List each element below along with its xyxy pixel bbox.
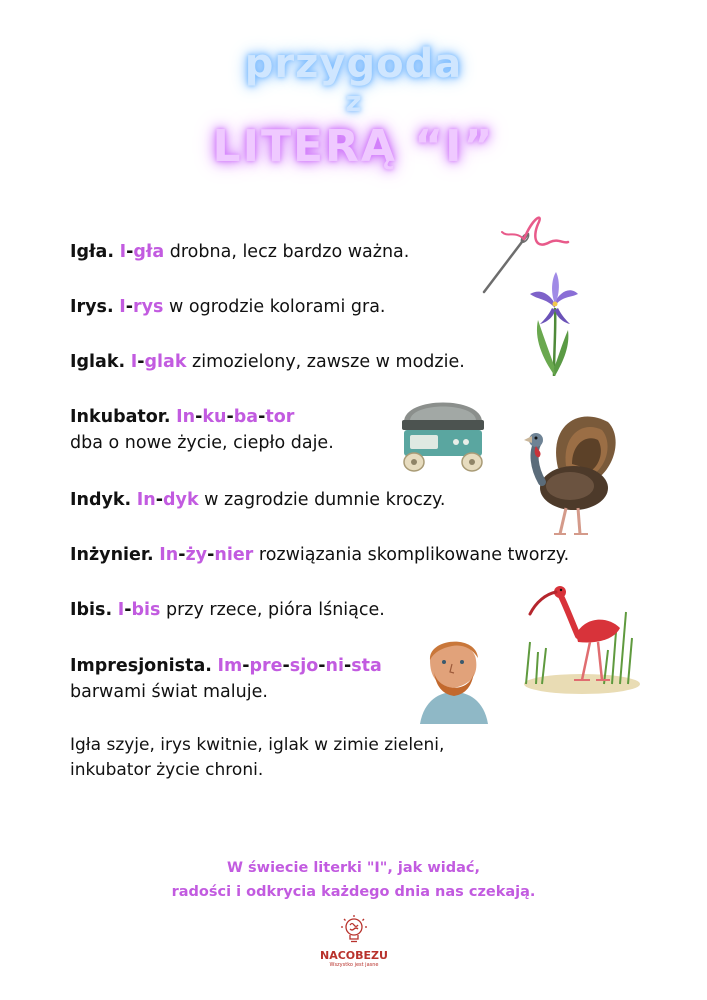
syllable: nier: [214, 545, 254, 565]
lightbulb-brain-logo-icon: [340, 914, 368, 944]
title-line-3: LITERĄ “I”: [212, 121, 495, 172]
syllable: I: [117, 600, 125, 620]
verse-word: Inkubator.: [70, 407, 171, 427]
syllable-dash: -: [155, 490, 164, 510]
verse-word: Irys.: [70, 297, 114, 317]
syllable-dash: -: [137, 352, 145, 372]
verse-word: Ibis.: [70, 600, 113, 620]
verse-rest: w ogrodzie kolorami gra.: [163, 297, 386, 317]
syllable: I: [130, 352, 138, 372]
syllable: tor: [265, 407, 295, 427]
verse-line: [70, 294, 385, 320]
incubator-icon: [398, 388, 488, 474]
syllable: I: [119, 242, 127, 262]
logo-name: NACOBEZU: [320, 949, 388, 962]
syllable: ży: [185, 545, 208, 565]
syllable: In: [176, 407, 196, 427]
verse-line: [70, 597, 385, 623]
syllable: dyk: [163, 490, 199, 510]
verse: [70, 404, 334, 456]
closing-line-2: inkubator życie chroni.: [70, 760, 264, 780]
syllable: ku: [202, 407, 227, 427]
verse-rest: drobna, lecz bardzo ważna.: [164, 242, 410, 262]
painter-portrait-icon: [416, 630, 492, 726]
syllable-dash: -: [343, 656, 352, 676]
verse: [70, 487, 445, 513]
iris-flower-icon: [524, 268, 584, 378]
closing-text: [70, 733, 444, 783]
syllable-dash: -: [207, 545, 215, 565]
syllable: ba: [233, 407, 259, 427]
verse-word: Igła.: [70, 242, 114, 262]
verse-line: [70, 404, 334, 430]
syllable: ni: [325, 656, 344, 676]
verse-rest: zimozielony, zawsze w modzie.: [186, 352, 465, 372]
syllable-dash: -: [178, 545, 186, 565]
brand-logo: [318, 914, 390, 968]
syllable: sta: [351, 656, 382, 676]
verse: [70, 349, 465, 375]
syllable: glak: [144, 352, 187, 372]
syllable-dash: -: [242, 656, 250, 676]
footer-line-1: W świecie literki "I", jak widać,: [227, 860, 480, 876]
verse-line: [70, 653, 382, 679]
syllable-dash: -: [126, 242, 134, 262]
syllable: pre: [249, 656, 283, 676]
syllable: rys: [132, 297, 164, 317]
closing-line-1: Igła szyje, irys kwitnie, iglak w zimie zieleni,: [70, 735, 445, 755]
verse-line-2: dba o nowe życie, ciepło daje.: [70, 433, 334, 453]
verse-rest: przy rzece, pióra lśniące.: [160, 600, 385, 620]
verse-rest: w zagrodzie dumnie kroczy.: [198, 490, 446, 510]
verse: [70, 239, 409, 265]
title-line-2: z: [345, 85, 362, 118]
turkey-icon: [518, 406, 618, 538]
logo-tagline: Wszystko jest jasne: [329, 962, 379, 968]
footer-line-2: radości i odkrycia każdego dnia nas czekają.: [171, 884, 536, 900]
verse-word: Impresjonista.: [70, 656, 212, 676]
syllable-dash: -: [282, 656, 290, 676]
verse: [70, 597, 385, 623]
verse: [70, 294, 385, 320]
verse-word: Indyk.: [70, 490, 132, 510]
syllable: gła: [133, 242, 165, 262]
verse-line: [70, 349, 465, 375]
syllable-dash: -: [195, 407, 203, 427]
footer-text: [0, 856, 707, 904]
verse-line-2: barwami świat maluje.: [70, 682, 268, 702]
syllable: In: [136, 490, 156, 510]
verse: [70, 653, 382, 705]
syllable-dash: -: [226, 407, 234, 427]
verse-word: Inżynier.: [70, 545, 154, 565]
verse-rest: rozwiązania skomplikowane tworzy.: [253, 545, 570, 565]
syllable-dash: -: [124, 600, 132, 620]
title-block: [0, 40, 707, 172]
syllable-dash: -: [318, 656, 326, 676]
verse: [70, 542, 569, 568]
syllable: In: [159, 545, 179, 565]
syllable-dash: -: [125, 297, 133, 317]
title-line-1: przygoda: [244, 41, 463, 87]
syllable: sjo: [289, 656, 319, 676]
verse-line: [70, 542, 569, 568]
syllable: I: [119, 297, 126, 317]
syllable-dash: -: [258, 407, 266, 427]
ibis-icon: [516, 572, 644, 698]
verse-line: [70, 239, 409, 265]
verse-word: Iglak.: [70, 352, 126, 372]
verse-line: [70, 487, 445, 513]
syllable: bis: [131, 600, 161, 620]
syllable: Im: [217, 656, 243, 676]
